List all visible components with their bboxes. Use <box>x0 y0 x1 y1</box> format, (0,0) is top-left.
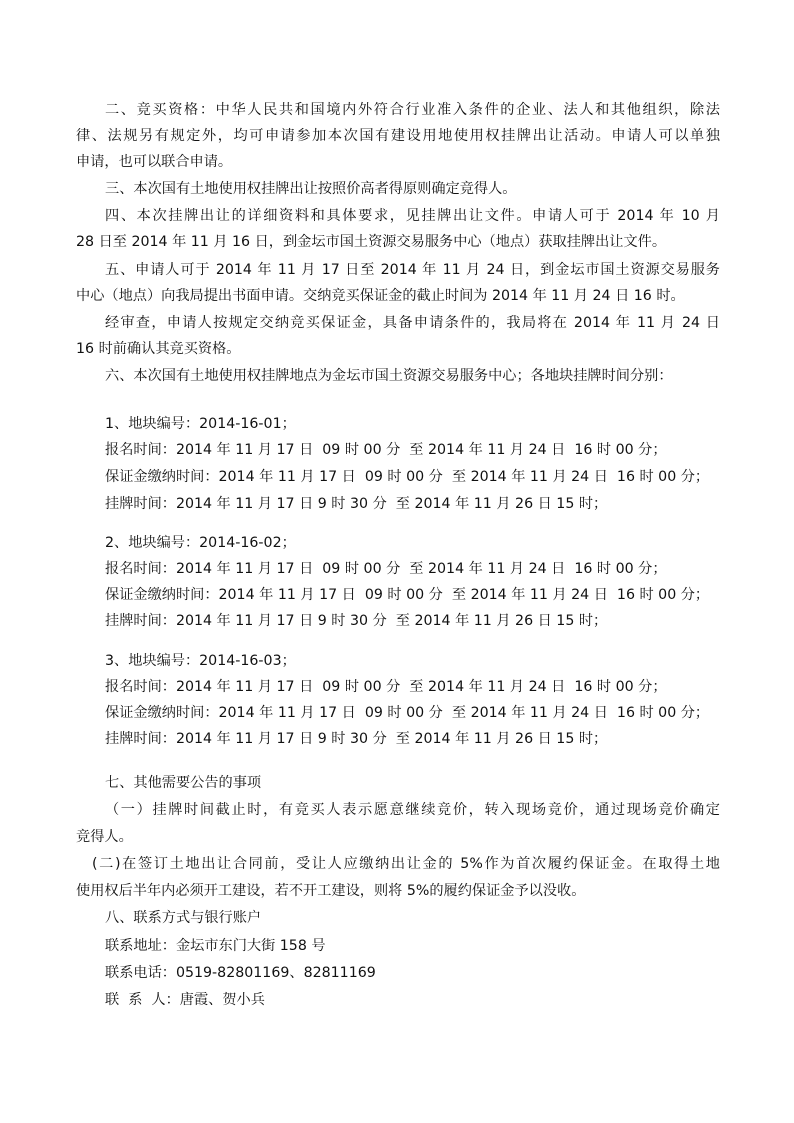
sec7-p1-line1: （一）挂牌时间截止时，有竞买人表示愿意继续竞价，转入现场竞价，通过现场竞价确定 <box>105 802 720 818</box>
parcel-title: 2、地块编号：2014-16-02； <box>105 535 296 551</box>
sec7-p2-line1: (二)在签订土地出让合同前，受让人应缴纳出让金的 5%作为首次履约保证金。在取得土地 <box>92 856 720 872</box>
sec3-line: 三、本次国有土地使用权挂牌出让按照价高者得原则确定竞得人。 <box>105 181 517 197</box>
sec6-line: 六、本次国有土地使用权挂牌地点为金坛市国土资源交易服务中心；各地块挂牌时间分别： <box>105 368 673 384</box>
parcel-listing-time: 挂牌时间：2014 年 11 月 17 日 9 时 30 分 至 2014 年 11 月 26 日 15 时； <box>105 496 608 512</box>
parcel-deposit-time: 保证金缴纳时间：2014 年 11 月 17 日 09 时 00 分 至 2014 年 11 月 24 日 16 时 00 分； <box>105 587 710 603</box>
contact-phone: 联系电话：0519-82801169、82811169 <box>105 965 376 981</box>
parcel-listing-time: 挂牌时间：2014 年 11 月 17 日 9 时 30 分 至 2014 年 11 月 26 日 15 时； <box>105 731 608 747</box>
sec5-line2: 中心（地点）向我局提出书面申请。交纳竞买保证金的截止时间为 2014 年 11 月 24 日 16 时。 <box>76 288 685 304</box>
sec7-title: 七、其他需要公告的事项 <box>105 775 262 791</box>
sec2-line3: 申请，也可以联合申请。 <box>76 154 233 170</box>
sec7-p2-line2: 使用权后半年内必须开工建设，若不开工建设，则将 5%的履约保证金予以没收。 <box>76 883 586 899</box>
parcel-deposit-time: 保证金缴纳时间：2014 年 11 月 17 日 09 时 00 分 至 2014 年 11 月 24 日 16 时 00 分； <box>105 705 710 721</box>
sec7-p1-line2: 竞得人。 <box>76 829 133 845</box>
contact-address: 联系地址：金坛市东门大街 158 号 <box>105 938 326 954</box>
parcel-listing-time: 挂牌时间：2014 年 11 月 17 日 9 时 30 分 至 2014 年 11 月 26 日 15 时； <box>105 613 608 629</box>
sec5-line1: 五、申请人可于 2014 年 11 月 17 日至 2014 年 11 月 24 日，到金坛市国土资源交易服务 <box>105 262 720 278</box>
parcel-title: 3、地块编号：2014-16-03； <box>105 653 296 669</box>
sec8-title: 八、联系方式与银行账户 <box>105 910 262 926</box>
sec4-line1: 四、本次挂牌出让的详细资料和具体要求，见挂牌出让文件。申请人可于 2014 年 10 月 <box>105 208 720 224</box>
review-line1: 经审查，申请人按规定交纳竞买保证金，具备申请条件的，我局将在 2014 年 11 月 24 日 <box>105 315 720 331</box>
sec4-line2: 28 日至 2014 年 11 月 16 日，到金坛市国土资源交易服务中心（地点）获取挂牌出让文件。 <box>76 234 667 250</box>
sec2-line2: 律、法规另有规定外，均可申请参加本次国有建设用地使用权挂牌出让活动。申请人可以单独 <box>76 128 720 144</box>
parcel-signup-time: 报名时间：2014 年 11 月 17 日 09 时 00 分 至 2014 年 11 月 24 日 16 时 00 分； <box>105 679 667 695</box>
parcel-signup-time: 报名时间：2014 年 11 月 17 日 09 时 00 分 至 2014 年 11 月 24 日 16 时 00 分； <box>105 561 667 577</box>
parcel-deposit-time: 保证金缴纳时间：2014 年 11 月 17 日 09 时 00 分 至 2014 年 11 月 24 日 16 时 00 分； <box>105 469 710 485</box>
contact-person: 联 系 人：唐霞、贺小兵 <box>105 992 265 1008</box>
sec2-line1: 二、竞买资格：中华人民共和国境内外符合行业准入条件的企业、法人和其他组织，除法 <box>105 102 720 118</box>
parcel-signup-time: 报名时间：2014 年 11 月 17 日 09 时 00 分 至 2014 年 11 月 24 日 16 时 00 分； <box>105 442 667 458</box>
review-line2: 16 时前确认其竞买资格。 <box>76 341 241 357</box>
parcel-title: 1、地块编号：2014-16-01； <box>105 416 296 432</box>
